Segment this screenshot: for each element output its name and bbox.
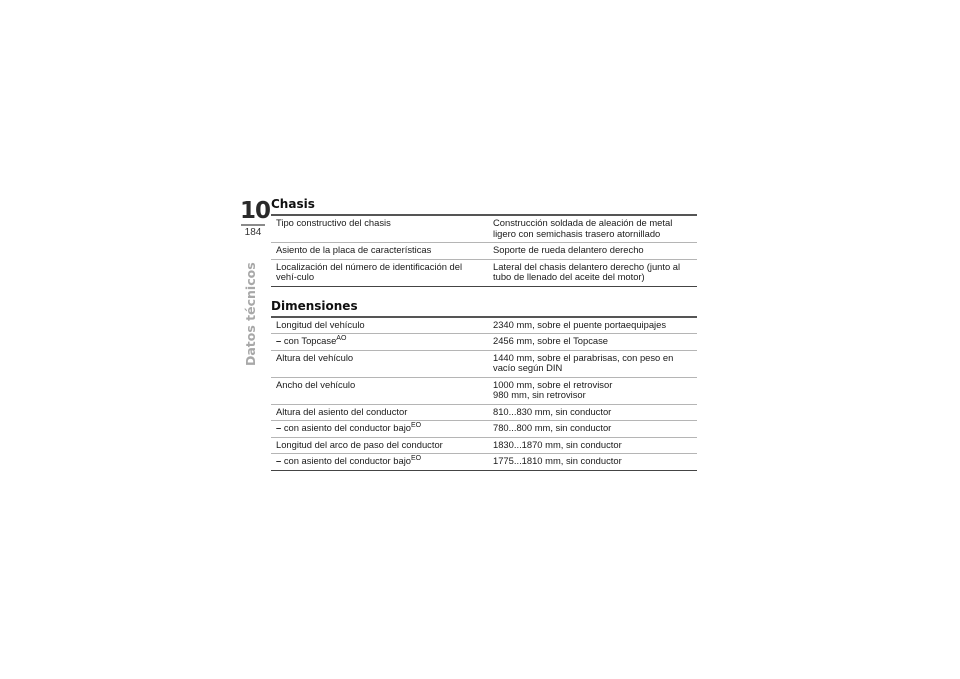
row-value: 810...830 mm, sin conductor <box>488 404 697 421</box>
row-label: Asiento de la placa de características <box>271 243 488 260</box>
option-superscript: AO <box>336 335 347 342</box>
dash-marker: – <box>276 422 282 433</box>
table-row <box>271 243 697 260</box>
table-row <box>271 215 697 243</box>
dimensiones-table <box>271 316 697 471</box>
chapter-divider <box>241 224 265 226</box>
row-value: Construcción soldada de aleación de metal ligero con semichasis trasero atornillado <box>488 215 697 243</box>
row-label: Longitud del vehículo <box>271 317 488 334</box>
row-label-text: con asiento del conductor bajo <box>283 422 411 433</box>
section-side-title: Datos técnicos <box>243 262 258 366</box>
dash-marker: – <box>276 455 282 466</box>
row-value: 2340 mm, sobre el puente portaequipajes <box>488 317 697 334</box>
dimensiones-heading: Dimensiones <box>271 298 358 313</box>
row-label <box>271 421 488 438</box>
row-value: Lateral del chasis delantero derecho (junto al tubo de llenado del aceite del motor) <box>488 259 697 286</box>
table-row <box>271 334 697 351</box>
dash-marker: – <box>276 335 282 346</box>
table-row <box>271 404 697 421</box>
content-area <box>271 197 697 471</box>
row-label: Longitud del arco de paso del conductor <box>271 437 488 454</box>
table-row <box>271 317 697 334</box>
option-superscript: EO <box>411 422 422 429</box>
chapter-number: 10 <box>240 198 271 224</box>
row-label: Ancho del vehículo <box>271 377 488 404</box>
row-value-line: 980 mm, sin retrovisor <box>493 389 586 400</box>
row-value: Soporte de rueda delantero derecho <box>488 243 697 260</box>
table-row <box>271 454 697 471</box>
row-value: 2456 mm, sobre el Topcase <box>488 334 697 351</box>
page-number: 184 <box>244 227 262 238</box>
chasis-heading: Chasis <box>271 197 315 211</box>
row-value: 1830...1870 mm, sin conductor <box>488 437 697 454</box>
table-row <box>271 437 697 454</box>
table-row <box>271 377 697 404</box>
row-label <box>271 334 488 351</box>
row-value: 1775...1810 mm, sin conductor <box>488 454 697 471</box>
row-label: Tipo constructivo del chasis <box>271 215 488 243</box>
row-value: 1440 mm, sobre el parabrisas, con peso en vacío según DIN <box>488 350 697 377</box>
row-value-line: 1000 mm, sobre el retrovisor <box>493 378 613 390</box>
row-label: Altura del asiento del conductor <box>271 404 488 421</box>
option-superscript: EO <box>411 455 422 462</box>
row-label: Altura del vehículo <box>271 350 488 377</box>
row-label: Localización del número de identificación del vehí-culo <box>271 259 488 286</box>
row-value: 780...800 mm, sin conductor <box>488 421 697 438</box>
row-label <box>271 454 488 471</box>
table-row <box>271 350 697 377</box>
row-value <box>488 377 697 404</box>
table-row <box>271 421 697 438</box>
row-label-text: con Topcase <box>283 335 337 346</box>
row-label-text: con asiento del conductor bajo <box>283 455 411 466</box>
chasis-table <box>271 214 697 287</box>
table-row <box>271 259 697 286</box>
